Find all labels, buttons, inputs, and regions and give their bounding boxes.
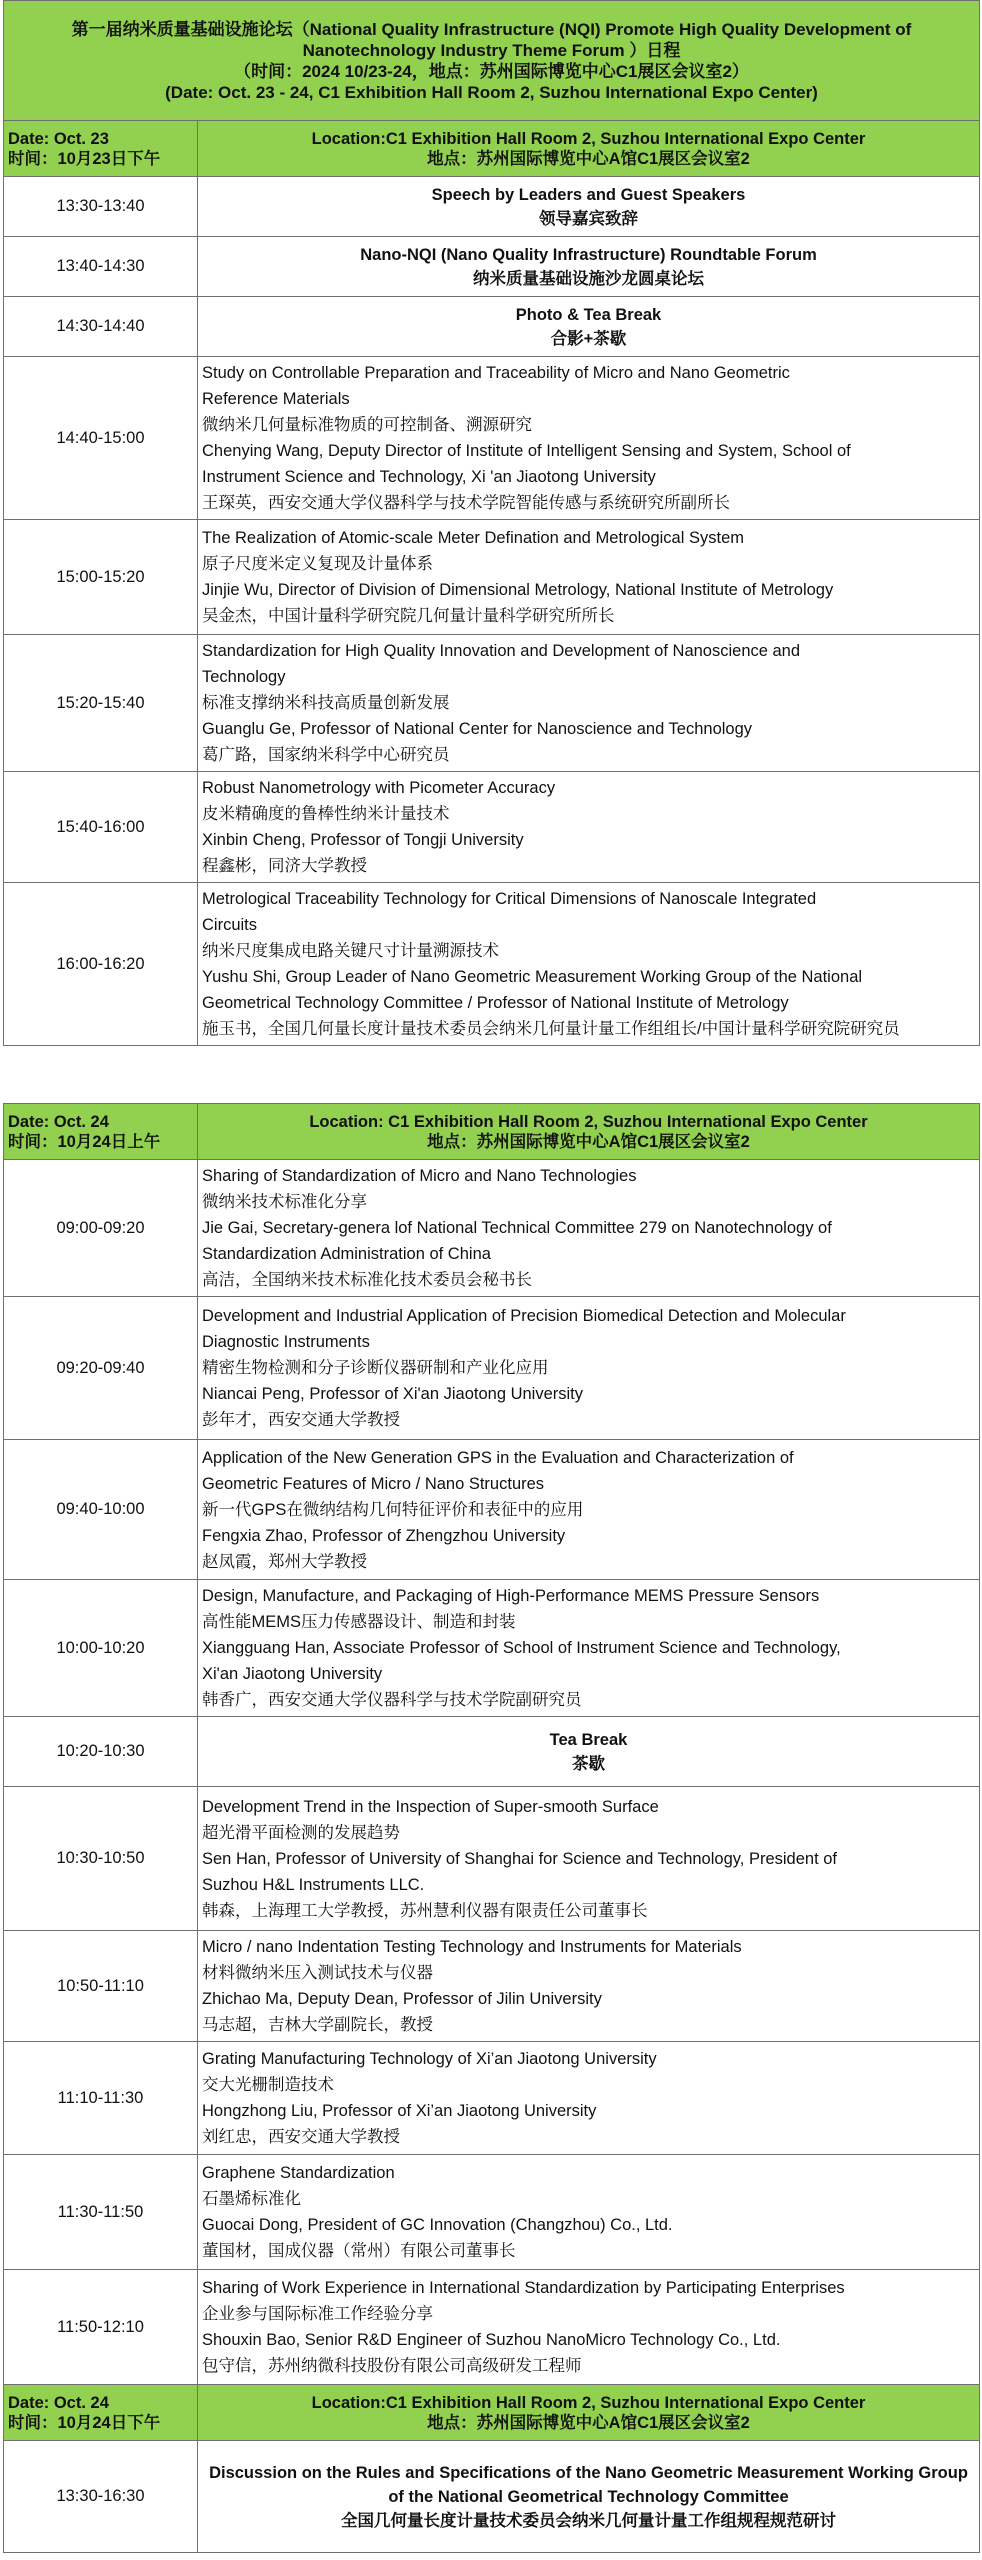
session-line: Application of the New Generation GPS in the Evaluation and Characterization of [202, 1448, 794, 1467]
schedule-row [4, 177, 980, 237]
schedule-row [4, 520, 980, 635]
session-line: Nano-NQI (Nano Quality Infrastructure) Roundtable Forum [360, 245, 817, 264]
schedule-row [4, 772, 980, 883]
session-line: Development and Industrial Application of Precision Biomedical Detection and Molecular [202, 1307, 846, 1325]
session-line: 王琛英，西安交通大学仪器科学与技术学院智能传感与系统研究所副所长 [202, 494, 730, 512]
session-line: Niancai Peng, Professor of Xi'an Jiaotong University [202, 1385, 584, 1403]
session-time: 09:40-10:00 [4, 1440, 198, 1580]
session-time: 09:00-09:20 [4, 1160, 198, 1297]
session-line: 交大光栅制造技术 [202, 2076, 334, 2094]
session-line: Development Trend in the Inspection of Super-smooth Surface [202, 1797, 659, 1816]
day-date-cell [4, 2385, 198, 2441]
session-time: 15:20-15:40 [4, 635, 198, 772]
session-line: The Realization of Atomic-scale Meter Defination and Metrological System [202, 529, 744, 547]
day-date-cell [4, 121, 198, 177]
session-content [198, 635, 980, 772]
session-line: 纳米质量基础设施沙龙圆桌论坛 [473, 269, 704, 288]
session-line: Yushu Shi, Group Leader of Nano Geometric Measurement Working Group of the National [202, 968, 863, 986]
session-content [198, 1440, 980, 1580]
session-line: Technology [202, 668, 286, 686]
session-time: 10:00-10:20 [4, 1580, 198, 1717]
session-content [198, 297, 980, 357]
session-line: Fengxia Zhao, Professor of Zhengzhou University [202, 1526, 566, 1545]
title-line: Nanotechnology Industry Theme Forum ）日程 [302, 40, 681, 60]
session-line: Jie Gai, Secretary-genera lof National Technical Committee 279 on Nanotechnology of [202, 1219, 832, 1237]
section-spacer-cell [4, 1046, 980, 1104]
schedule-row [4, 2155, 980, 2270]
session-line: Standardization Administration of China [202, 1245, 491, 1263]
session-line: 石墨烯标准化 [202, 2190, 301, 2208]
schedule-row [4, 1440, 980, 1580]
session-line: Geometric Features of Micro / Nano Structures [202, 1474, 545, 1493]
session-time: 13:30-13:40 [4, 177, 198, 237]
day-location-en: Location: C1 Exhibition Hall Room 2, Suzhou International Expo Center [309, 1112, 868, 1131]
session-line: 韩香广，西安交通大学仪器科学与技术学院副研究员 [202, 1691, 582, 1709]
session-content [198, 772, 980, 883]
title-row [4, 1, 980, 121]
session-line: 董国材，国成仪器（常州）有限公司董事长 [202, 2242, 516, 2260]
day-date-cn: 时间：10月24日下午 [8, 2413, 161, 2432]
session-line: Shouxin Bao, Senior R&D Engineer of Suzhou NanoMicro Technology Co., Ltd. [202, 2331, 781, 2349]
session-time: 13:40-14:30 [4, 237, 198, 297]
session-line: 吴金杰，中国计量科学研究院几何量计量科学研究所所长 [202, 607, 615, 625]
session-time: 11:50-12:10 [4, 2270, 198, 2385]
schedule-row [4, 2441, 980, 2553]
session-line: Study on Controllable Preparation and Traceability of Micro and Nano Geometric [202, 364, 790, 382]
session-line: Sharing of Standardization of Micro and Nano Technologies [202, 1167, 637, 1185]
session-line: 彭年才，西安交通大学教授 [202, 1411, 400, 1429]
session-line: 赵凤霞，郑州大学教授 [202, 1552, 367, 1571]
session-line: Photo & Tea Break [515, 305, 662, 324]
session-content [198, 1160, 980, 1297]
session-content [198, 1931, 980, 2042]
day-location-cn: 地点：苏州国际博览中心A馆C1展区会议室2 [427, 149, 750, 168]
schedule-row [4, 237, 980, 297]
schedule-row [4, 1297, 980, 1440]
session-line: Sen Han, Professor of University of Shanghai for Science and Technology, President of [202, 1849, 838, 1868]
session-time: 15:00-15:20 [4, 520, 198, 635]
session-time: 14:40-15:00 [4, 357, 198, 520]
day-date-en: Date: Oct. 23 [8, 129, 109, 148]
session-content [198, 2441, 980, 2553]
session-line: Jinjie Wu, Director of Division of Dimensional Metrology, National Institute of Metrology [202, 581, 834, 599]
session-line: 合影+茶歇 [550, 329, 627, 348]
session-line: 纳米尺度集成电路关键尺寸计量溯源技术 [202, 942, 499, 960]
schedule-row [4, 357, 980, 520]
day-date-cn: 时间：10月23日下午 [8, 149, 161, 168]
schedule-row [4, 1580, 980, 1717]
session-time: 15:40-16:00 [4, 772, 198, 883]
session-line: 企业参与国际标准工作经验分享 [202, 2305, 433, 2323]
session-line: 高洁，全国纳米技术标准化技术委员会秘书长 [202, 1271, 532, 1289]
session-line: Metrological Traceability Technology for Critical Dimensions of Nanoscale Integrated [202, 890, 817, 908]
session-content [198, 2155, 980, 2270]
day-header-row [4, 2385, 980, 2441]
session-line: Grating Manufacturing Technology of Xi’an Jiaotong University [202, 2050, 657, 2068]
session-line: Xiangguang Han, Associate Professor of School of Instrument Science and Technology, [202, 1639, 841, 1657]
session-line: 皮米精确度的鲁棒性纳米计量技术 [202, 805, 450, 823]
day-header-row [4, 121, 980, 177]
session-line: Hongzhong Liu, Professor of Xi’an Jiaotong University [202, 2102, 597, 2120]
session-line: 微纳米几何量标准物质的可控制备、溯源研究 [202, 416, 532, 434]
section-spacer [4, 1046, 980, 1104]
session-content [198, 1787, 980, 1931]
session-line: Design, Manufacture, and Packaging of High-Performance MEMS Pressure Sensors [202, 1587, 820, 1605]
session-content [198, 520, 980, 635]
day-date-en: Date: Oct. 24 [8, 1112, 109, 1131]
session-time: 16:00-16:20 [4, 883, 198, 1046]
session-line: Reference Materials [202, 390, 350, 408]
session-line: Diagnostic Instruments [202, 1333, 370, 1351]
session-line: Suzhou H&L Instruments LLC. [202, 1875, 425, 1894]
session-line: Discussion on the Rules and Specifications of the Nano Geometric Measurement Working Group of the National Geometrical Technology Committee [209, 2463, 968, 2506]
session-line: 施玉书，全国几何量长度计量技术委员会纳米几何量计量工作组组长/中国计量科学研究院研究员 [202, 1020, 900, 1038]
session-line: 高性能MEMS压力传感器设计、制造和封装 [202, 1613, 516, 1631]
session-line: 领导嘉宾致辞 [539, 209, 638, 228]
session-line: Circuits [202, 916, 258, 934]
session-time: 10:20-10:30 [4, 1717, 198, 1787]
session-content [198, 2042, 980, 2155]
session-content [198, 1297, 980, 1440]
session-time: 11:10-11:30 [4, 2042, 198, 2155]
title-line: (Date: Oct. 23 - 24, C1 Exhibition Hall Room 2, Suzhou International Expo Center) [165, 82, 818, 102]
session-line: Geometrical Technology Committee / Professor of National Institute of Metrology [202, 994, 789, 1012]
schedule-row [4, 1787, 980, 1931]
day-location-en: Location:C1 Exhibition Hall Room 2, Suzhou International Expo Center [311, 2393, 866, 2412]
day-location-cell [198, 121, 980, 177]
session-time: 11:30-11:50 [4, 2155, 198, 2270]
title-line: 第一届纳米质量基础设施论坛（National Quality Infrastructure (NQI) Promote High Quality Development of [71, 19, 912, 39]
session-content [198, 2270, 980, 2385]
session-line: Robust Nanometrology with Picometer Accuracy [202, 779, 556, 797]
session-content [198, 237, 980, 297]
schedule-row [4, 1717, 980, 1787]
session-line: Zhichao Ma, Deputy Dean, Professor of Jilin University [202, 1990, 602, 2008]
session-line: Instrument Science and Technology, Xi 'an Jiaotong University [202, 468, 656, 486]
session-line: Graphene Standardization [202, 2164, 395, 2182]
session-line: 微纳米技术标准化分享 [202, 1193, 367, 1211]
schedule-table [3, 0, 980, 2553]
day-date-en: Date: Oct. 24 [8, 2393, 109, 2412]
schedule-row [4, 2270, 980, 2385]
day-location-cell [198, 2385, 980, 2441]
session-line: 超光滑平面检测的发展趋势 [202, 1823, 400, 1842]
session-content [198, 1580, 980, 1717]
session-time: 10:30-10:50 [4, 1787, 198, 1931]
schedule-row [4, 297, 980, 357]
day-date-cn: 时间：10月24日上午 [8, 1132, 161, 1151]
schedule-row [4, 883, 980, 1046]
session-line: Guanglu Ge, Professor of National Center for Nanoscience and Technology [202, 720, 753, 738]
day-location-cn: 地点：苏州国际博览中心A馆C1展区会议室2 [427, 2413, 750, 2432]
session-line: 茶歇 [572, 1754, 605, 1773]
session-line: Xinbin Cheng, Professor of Tongji University [202, 831, 524, 849]
session-time: 14:30-14:40 [4, 297, 198, 357]
day-location-cn: 地点：苏州国际博览中心A馆C1展区会议室2 [427, 1132, 750, 1151]
session-time: 13:30-16:30 [4, 2441, 198, 2553]
session-line: 刘红忠，西安交通大学教授 [202, 2128, 400, 2146]
session-content [198, 1717, 980, 1787]
session-line: 精密生物检测和分子诊断仪器研制和产业化应用 [202, 1359, 549, 1377]
schedule-row [4, 1931, 980, 2042]
session-line: Tea Break [549, 1730, 628, 1749]
session-line: Micro / nano Indentation Testing Technology and Instruments for Materials [202, 1938, 742, 1956]
schedule-title [4, 1, 980, 121]
session-line: Guocai Dong, President of GC Innovation (Changzhou) Co., Ltd. [202, 2216, 673, 2234]
session-time: 09:20-09:40 [4, 1297, 198, 1440]
session-content [198, 357, 980, 520]
title-line: （时间：2024 10/23-24，地点：苏州国际博览中心C1展区会议室2） [234, 61, 749, 81]
day-location-en: Location:C1 Exhibition Hall Room 2, Suzhou International Expo Center [311, 129, 866, 148]
session-line: Xi'an Jiaotong University [202, 1665, 383, 1683]
session-line: Chenying Wang, Deputy Director of Institute of Intelligent Sensing and System, School of [202, 442, 851, 460]
session-line: 马志超，吉林大学副院长，教授 [202, 2016, 433, 2034]
session-line: 程鑫彬，同济大学教授 [202, 857, 367, 875]
session-content [198, 883, 980, 1046]
day-location-cell [198, 1104, 980, 1160]
session-line: 葛广路，国家纳米科学中心研究员 [202, 746, 450, 764]
session-line: Sharing of Work Experience in International Standardization by Participating Enterprises [202, 2279, 845, 2297]
session-line: 新一代GPS在微纳结构几何特征评价和表征中的应用 [202, 1500, 584, 1519]
session-content [198, 177, 980, 237]
day-header-row [4, 1104, 980, 1160]
session-line: Standardization for High Quality Innovation and Development of Nanoscience and [202, 642, 801, 660]
day-date-cell [4, 1104, 198, 1160]
session-line: 全国几何量长度计量技术委员会纳米几何量计量工作组规程规范研讨 [341, 2511, 836, 2530]
session-time: 10:50-11:10 [4, 1931, 198, 2042]
session-line: 包守信，苏州纳微科技股份有限公司高级研发工程师 [202, 2357, 582, 2375]
schedule-row [4, 2042, 980, 2155]
session-line: 标准支撑纳米科技高质量创新发展 [202, 694, 450, 712]
schedule-row [4, 635, 980, 772]
schedule-row [4, 1160, 980, 1297]
session-line: 原子尺度米定义复现及计量体系 [202, 555, 433, 573]
session-line: 材料微纳米压入测试技术与仪器 [202, 1964, 433, 1982]
session-line: 韩森，上海理工大学教授，苏州慧利仪器有限责任公司董事长 [202, 1901, 648, 1920]
session-line: Speech by Leaders and Guest Speakers [431, 185, 746, 204]
